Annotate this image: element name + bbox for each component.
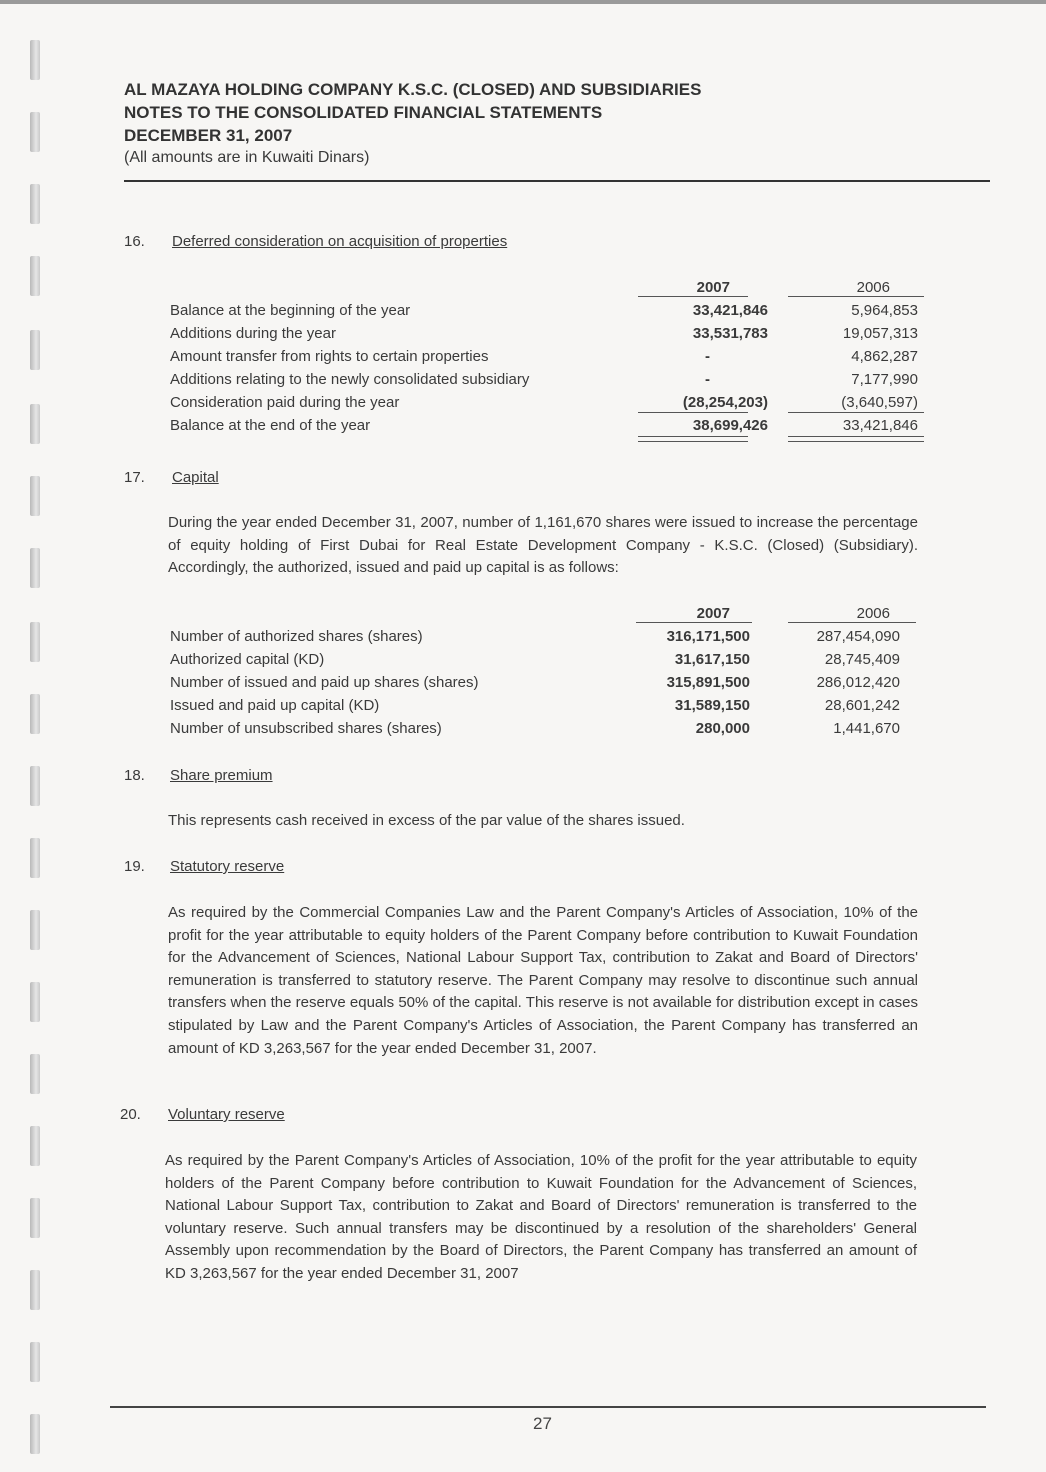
header-underline-2007 [638,296,748,297]
table-row [170,391,930,414]
value-2007: 38,699,426 [692,417,768,434]
section-20-number: 20. [120,1106,141,1123]
table-row [170,694,930,717]
total-rule-2007 [638,436,748,442]
binder-hole [30,622,40,662]
binder-hole [30,910,40,950]
binder-hole [30,1198,40,1238]
statutory-reserve-paragraph: As required by the Commercial Companies Law and the Parent Company's Articles of Association, 10% of the profit for the year attributable to equity holders of the Parent Company before contribution to Kuwait Foundation for the Advancement of Sciences, National Labour Support Tax, contribution to Zakat and Board of Directors' remuneration is transferred to statutory reserve. The Parent Company may resolve to discontinue such annual transfers when the reserve equals 50% of the capital. This reserve is not available for distribution except in cases stipulated by Law and the Parent Company's Articles of Association, the Parent Company has transferred an amount of KD 3,263,567 for the year ended December 31, 2007. [168,904,918,1057]
value-2006: 7,177,990 [851,371,918,388]
value-2007: 316,171,500 [666,628,750,645]
table-row [170,345,930,368]
statement-date: DECEMBER 31, 2007 [124,126,293,145]
section-16-title: Deferred consideration on acquisition of properties [172,233,508,250]
value-2006: 287,454,090 [816,628,900,645]
value-2006: 33,421,846 [842,417,918,434]
header-underline-2006 [788,296,924,297]
table-row [170,648,930,671]
section-17-title: Capital [172,469,219,486]
table-row [170,322,930,345]
binder-hole [30,40,40,80]
row-label: Number of unsubscribed shares (shares) [170,720,442,737]
subtotal-rule-2006 [788,412,924,413]
page-number: 27 [533,1414,552,1433]
binder-hole [30,1270,40,1310]
page-header [124,78,994,169]
header-underline-2006 [788,622,916,623]
row-label: Number of issued and paid up shares (shares) [170,674,479,691]
value-2007: (28,254,203) [682,394,768,411]
capital-table [170,602,930,740]
footer-rule [110,1406,986,1408]
binder-hole [30,330,40,370]
row-label: Amount transfer from rights to certain properties [170,348,489,365]
table-row [170,299,930,322]
value-2006: 4,862,287 [851,348,918,365]
company-name: AL MAZAYA HOLDING COMPANY K.S.C. (CLOSED) AND SUBSIDIARIES [124,80,702,99]
col-2006-header: 2006 [856,279,890,296]
table-row [170,414,930,437]
value-2007: - [705,371,710,388]
share-premium-paragraph: This represents cash received in excess of the par value of the shares issued. [168,812,685,829]
binder-holes [30,40,44,1460]
document-title: NOTES TO THE CONSOLIDATED FINANCIAL STATEMENTS [124,103,603,122]
binder-hole [30,112,40,152]
value-2007: 280,000 [695,720,750,737]
value-2006: 286,012,420 [816,674,900,691]
section-17-number: 17. [124,469,145,486]
col-2007-header: 2007 [696,279,730,296]
top-edge-rule [0,0,1046,4]
binder-hole [30,184,40,224]
section-16-number: 16. [124,233,145,250]
value-2006: 28,745,409 [824,651,900,668]
binder-hole [30,766,40,806]
row-label: Authorized capital (KD) [170,651,325,668]
voluntary-reserve-paragraph: As required by the Parent Company's Articles of Association, 10% of the profit for the year attributable to equity holders of the Parent Company before contribution to Kuwait Foundation for the Advancement of Sciences, National Labour Support Tax, contribution to Zakat and Board of Directors' remuneration is transferred to the voluntary reserve. Such annual transfers may be discontinued by a resolution of the shareholders' General Assembly upon recommendation by the Board of Directors, the Parent Company has transferred an amount of KD 3,263,567 for the year ended December 31, 2007 [165,1152,917,1282]
section-18-number: 18. [124,767,145,784]
table-row [170,625,930,648]
value-2007: 33,421,846 [692,302,768,319]
row-label: Issued and paid up capital (KD) [170,697,380,714]
binder-hole [30,1126,40,1166]
header-rule [124,180,990,182]
binder-hole [30,694,40,734]
section-20-title: Voluntary reserve [168,1106,285,1123]
binder-hole [30,548,40,588]
value-2006: 1,441,670 [833,720,900,737]
section-19-number: 19. [124,858,145,875]
binder-hole [30,476,40,516]
value-2006: (3,640,597) [841,394,918,411]
value-2007: 31,617,150 [674,651,750,668]
binder-hole [30,982,40,1022]
binder-hole [30,838,40,878]
value-2007: 33,531,783 [692,325,768,342]
section-18-title: Share premium [170,767,273,784]
value-2007: 31,589,150 [674,697,750,714]
deferred-consideration-table [170,276,930,437]
subtotal-rule-2007 [638,412,748,413]
col-2006-header: 2006 [856,605,890,622]
header-underline-2007 [636,622,752,623]
row-label: Balance at the beginning of the year [170,302,411,319]
value-2007: - [705,348,710,365]
row-label: Additions relating to the newly consolidated subsidiary [170,371,530,388]
binder-hole [30,1414,40,1454]
row-label: Additions during the year [170,325,336,342]
binder-hole [30,1054,40,1094]
binder-hole [30,404,40,444]
value-2006: 19,057,313 [842,325,918,342]
value-2006: 5,964,853 [851,302,918,319]
table-row [170,717,930,740]
col-2007-header: 2007 [696,605,730,622]
value-2006: 28,601,242 [824,697,900,714]
currency-note: (All amounts are in Kuwaiti Dinars) [124,149,370,166]
row-label: Number of authorized shares (shares) [170,628,423,645]
row-label: Consideration paid during the year [170,394,400,411]
binder-hole [30,256,40,296]
total-rule-2006 [788,436,924,442]
section-19-title: Statutory reserve [170,858,285,875]
binder-hole [30,1342,40,1382]
value-2007: 315,891,500 [666,674,750,691]
table-row [170,368,930,391]
capital-paragraph: During the year ended December 31, 2007, number of 1,161,670 shares were issued to increase the percentage of equity holding of First Dubai for Real Estate Development Company - K.S.C. (Closed) (Subsidiary). Accordingly, the authorized, issued and paid up capital is as follows: [168,514,918,577]
table-row [170,671,930,694]
row-label: Balance at the end of the year [170,417,371,434]
